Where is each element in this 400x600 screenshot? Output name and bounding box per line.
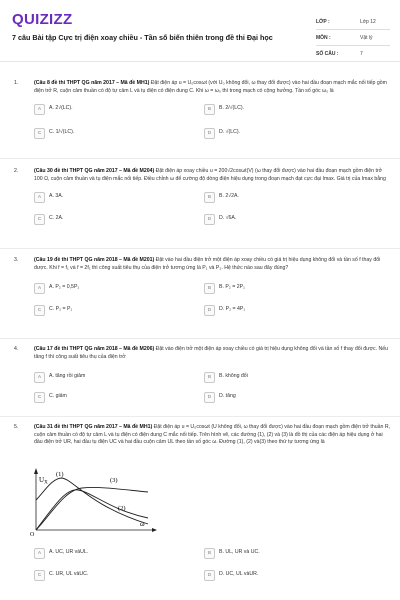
option-letter: A	[34, 283, 45, 294]
option-letter: D	[204, 392, 215, 403]
curve-3-label: (3)	[110, 477, 118, 484]
option-letter: C	[34, 128, 45, 139]
option-c[interactable]	[34, 568, 184, 582]
options	[34, 546, 390, 598]
option-text: A. P₂ = 0,5P₁	[49, 284, 80, 291]
meta-value: Vật lý	[360, 34, 373, 41]
options	[34, 368, 390, 420]
question-2	[14, 168, 390, 242]
meta-row-count	[316, 46, 390, 62]
option-c[interactable]	[34, 126, 184, 140]
question-stem	[34, 168, 390, 183]
option-c[interactable]	[34, 390, 184, 404]
question-text: Đặt vào điện trở một điện áp xoay chiều có giá trị hiệu dụng không đổi và tần số f thay đổi được. Nếu tăng f thì công suất tiêu thụ của điện trở	[34, 346, 388, 360]
option-text: B. P₂ = 2P₁	[219, 284, 245, 291]
option-letter: C	[34, 214, 45, 225]
meta-key: LỚP :	[316, 18, 330, 25]
question-divider	[0, 338, 400, 339]
option-letter: B	[204, 283, 215, 294]
question-stem	[34, 80, 390, 95]
x-axis-arrow	[152, 528, 157, 532]
y-axis-arrow	[34, 468, 38, 474]
option-letter: B	[204, 104, 215, 115]
question-number: 2.	[14, 168, 19, 174]
option-letter: A	[34, 192, 45, 203]
question-source: (Câu 8 đề thi THPT QG năm 2017 – Mã đề MH1)	[34, 80, 150, 86]
option-d[interactable]	[204, 126, 354, 140]
option-letter: A	[34, 372, 45, 383]
option-letter: D	[204, 128, 215, 139]
question-text: Đặt điện áp u = U₀cosωt (U không đổi, ω thay đổi được) vào hai đầu đoạn mạch gồm điện trở thuần R, cuộn cảm thuần có độ tự cảm L và tụ điện có điện dung C mắc nối tiếp. Trên hình vẽ, các đường (1), (2) và (3) là đồ thị của các điện áp hiệu dụng ở hai đầu điện trở UR, hai đầu tụ điện UC và hai đầu cuộn cảm UL theo tần số góc ω. Đường (1), (2) và(3) theo thứ tự tương ứng là	[34, 424, 391, 446]
option-c[interactable]	[34, 212, 184, 226]
meta-key: MÔN :	[316, 34, 331, 41]
option-d[interactable]	[204, 212, 354, 226]
option-d[interactable]	[204, 390, 354, 404]
option-letter: D	[204, 214, 215, 225]
option-letter: C	[34, 392, 45, 403]
curve-1	[36, 478, 148, 524]
question-divider	[0, 248, 400, 249]
option-c[interactable]	[34, 303, 184, 317]
question-number: 1.	[14, 80, 19, 86]
option-text: A. 2√(LC).	[49, 105, 73, 112]
question-text: Đặt điện áp u = U₀cosωt (với U₀ không đổi, ω thay đổi được) vào hai đầu đoạn mạch mắc nối tiếp gồm điện trở R, cuộn cảm thuần có độ tự cảm L và tụ điện có điện dung C. Khi ω = ω₀ thì trong mạch có cộng hưởng. Tần số góc ω₀ là	[34, 80, 387, 94]
question-source: (Câu 17 đề thi THPT QG năm 2018 – Mã đề M206)	[34, 346, 155, 352]
option-text: C. 2A.	[49, 215, 64, 222]
option-text: B. không đổi	[219, 373, 248, 380]
meta-row-class	[316, 14, 390, 30]
option-d[interactable]	[204, 303, 354, 317]
option-b[interactable]	[204, 190, 354, 204]
option-text: D. UC, UL vàUR.	[219, 571, 259, 578]
option-b[interactable]	[204, 102, 354, 116]
option-text: A. UC, UR vàUL.	[49, 549, 89, 556]
question-number: 5.	[14, 424, 19, 430]
options	[34, 279, 390, 331]
curve-1-label: (1)	[56, 471, 64, 478]
question-5-options	[14, 546, 390, 598]
option-a[interactable]	[34, 546, 184, 560]
option-b[interactable]	[204, 281, 354, 295]
option-letter: C	[34, 305, 45, 316]
option-d[interactable]	[204, 568, 354, 582]
question-number: 3.	[14, 257, 19, 263]
options	[34, 190, 390, 242]
question-divider	[0, 416, 400, 417]
option-letter: B	[204, 548, 215, 559]
option-a[interactable]	[34, 281, 184, 295]
question-text: Đặt vào hai đầu điện trở một điện áp xoay chiều có giá trị hiệu dụng không đổi và tần số f thay đổi được. Khi f = f₁ và f = 2f₁ thì công suất tiêu thụ của điện trở tương ứng là P₁ và P₂. Hệ thức nào sau đây đúng?	[34, 257, 381, 271]
option-b[interactable]	[204, 546, 354, 560]
question-1	[14, 80, 390, 154]
y-axis-label: $U_X$	[39, 476, 48, 486]
x-axis-label: ω	[140, 520, 145, 528]
option-text: D. √6A.	[219, 215, 237, 222]
option-letter: B	[204, 372, 215, 383]
option-text: C. giảm	[49, 393, 67, 400]
option-letter: C	[34, 570, 45, 581]
option-text: B. UL, UR và UC.	[219, 549, 260, 556]
curve-2-label: (2)	[118, 505, 126, 512]
option-text: A. tăng rồi giảm	[49, 373, 86, 380]
option-text: B. 2/√(LC).	[219, 105, 245, 112]
option-letter: D	[204, 305, 215, 316]
question-number: 4.	[14, 346, 19, 352]
option-text: D. P₂ = 4P₁	[219, 306, 246, 313]
question-3	[14, 257, 390, 331]
question-5	[14, 424, 390, 447]
question-stem	[34, 346, 390, 361]
question-stem	[34, 424, 390, 447]
question-stem	[34, 257, 390, 272]
origin-label: O	[30, 532, 35, 536]
option-a[interactable]	[34, 370, 184, 384]
meta-box	[316, 14, 390, 62]
option-text: C. UR, UL vàUC.	[49, 571, 89, 578]
meta-key: SỐ CÂU :	[316, 50, 339, 57]
option-letter: A	[34, 548, 45, 559]
option-letter: A	[34, 104, 45, 115]
page-title: 7 câu Bài tập Cực trị điện xoay chiều - Tần số biến thiên trong đề thi Đại học	[12, 33, 273, 42]
meta-value: Lớp 12	[360, 18, 376, 25]
question-4	[14, 346, 390, 420]
question-source: (Câu 19 đề thi THPT QG năm 2018 – Mã đề M201)	[34, 257, 155, 263]
option-a[interactable]	[34, 102, 184, 116]
option-b[interactable]	[204, 370, 354, 384]
option-a[interactable]	[34, 190, 184, 204]
option-text: D. tăng	[219, 393, 236, 400]
option-letter: D	[204, 570, 215, 581]
option-letter: B	[204, 192, 215, 203]
quizizz-logo: QUIZIZZ	[12, 11, 73, 28]
option-text: D. √(LC).	[219, 129, 241, 136]
question-source: (Câu 30 đề thi THPT QG năm 2017 – Mã đề M204)	[34, 168, 155, 174]
meta-value: 7	[360, 50, 363, 57]
question-text: Đặt điện áp xoay chiều u = 200√2cosωt(V) (ω thay đổi được) vào hai đầu đoạn mạch gồm điện trở 100 Ω, cuộn cảm thuần và tụ điện mắc nối tiếp. Điều chỉnh ω để cường độ dòng điện hiệu dụng trong đoạn mạch đạt cực đại Imax. Giá trị của Imax bằng	[34, 168, 386, 182]
options	[34, 102, 390, 154]
option-text: C. P₂ = P₁	[49, 306, 73, 313]
header-divider	[0, 61, 400, 62]
question-divider	[0, 158, 400, 159]
option-text: A. 3A.	[49, 193, 64, 200]
curve-3	[36, 487, 148, 530]
meta-row-subject	[316, 30, 390, 46]
voltage-frequency-graph	[30, 466, 160, 536]
question-source: (Câu 31 đề thi THPT QG năm 2017 – Mã đề MH1)	[34, 424, 153, 430]
option-text: B. 2√2A.	[219, 193, 239, 200]
option-text: C. 1/√(LC).	[49, 129, 75, 136]
